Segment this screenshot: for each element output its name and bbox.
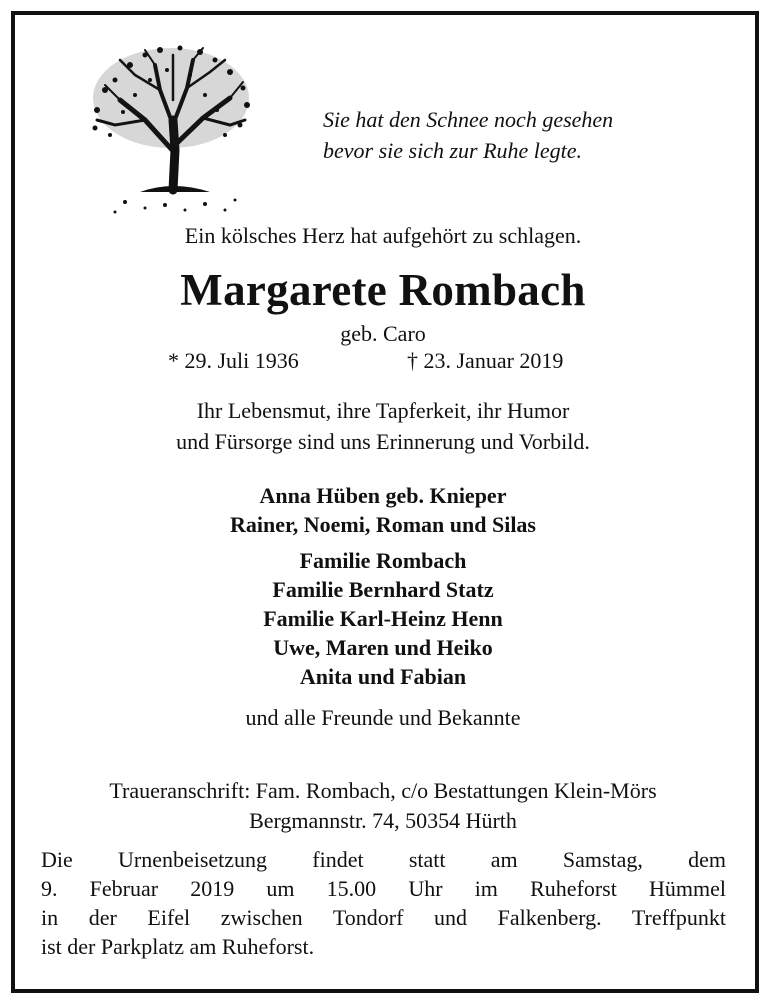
- motto-line: bevor sie sich zur Ruhe legte.: [323, 138, 583, 163]
- mourner-line: Uwe, Maren und Heiko: [273, 635, 493, 660]
- tree-illustration: [85, 40, 255, 220]
- tribute-text: [0, 395, 766, 457]
- friends-line: und alle Freunde und Bekannte: [245, 705, 521, 730]
- address-line: Bergmannstr. 74, 50354 Hürth: [249, 808, 517, 833]
- death-date: † 23. Januar 2019: [407, 348, 564, 373]
- tribute-line: und Fürsorge sind uns Erinnerung und Vorbild.: [176, 429, 590, 454]
- ceremony-line: 9. Februar 2019 um 15.00 Uhr im Ruheforst Hümmel: [41, 876, 726, 901]
- motto-quote: [323, 104, 613, 166]
- deceased-name: Margarete Rombach: [180, 265, 586, 315]
- mourner-line: Rainer, Noemi, Roman und Silas: [229, 512, 536, 537]
- mourner-line: Familie Bernhard Statz: [272, 577, 494, 602]
- tribute-line: Ihr Lebensmut, ihre Tapferkeit, ihr Humor: [196, 398, 570, 423]
- mourning-address: [0, 776, 766, 836]
- address-line: Traueranschrift: Fam. Rombach, c/o Bestattungen Klein-Mörs: [109, 778, 657, 803]
- mourner-line: Anna Hüben geb. Knieper: [259, 483, 507, 508]
- ceremony-info: [41, 845, 726, 961]
- ceremony-line: in der Eifel zwischen Tondorf und Falkenberg. Treffpunkt: [41, 905, 726, 930]
- birth-date: * 29. Juli 1936: [168, 348, 299, 373]
- ceremony-line: Die Urnenbeisetzung findet statt am Samstag, dem: [41, 847, 726, 872]
- mourners-group-1: [0, 481, 766, 539]
- mourner-line: Familie Karl-Heinz Henn: [263, 606, 503, 631]
- ceremony-line: ist der Parkplatz am Ruheforst.: [41, 934, 315, 959]
- maiden-name: geb. Caro: [340, 321, 426, 346]
- mourner-line: Anita und Fabian: [299, 664, 467, 689]
- motto-line: Sie hat den Schnee noch gesehen: [323, 107, 614, 132]
- intro-text: Ein kölsches Herz hat aufgehört zu schlagen.: [184, 223, 582, 248]
- mourners-group-2: [0, 546, 766, 691]
- mourner-line: Familie Rombach: [299, 548, 467, 573]
